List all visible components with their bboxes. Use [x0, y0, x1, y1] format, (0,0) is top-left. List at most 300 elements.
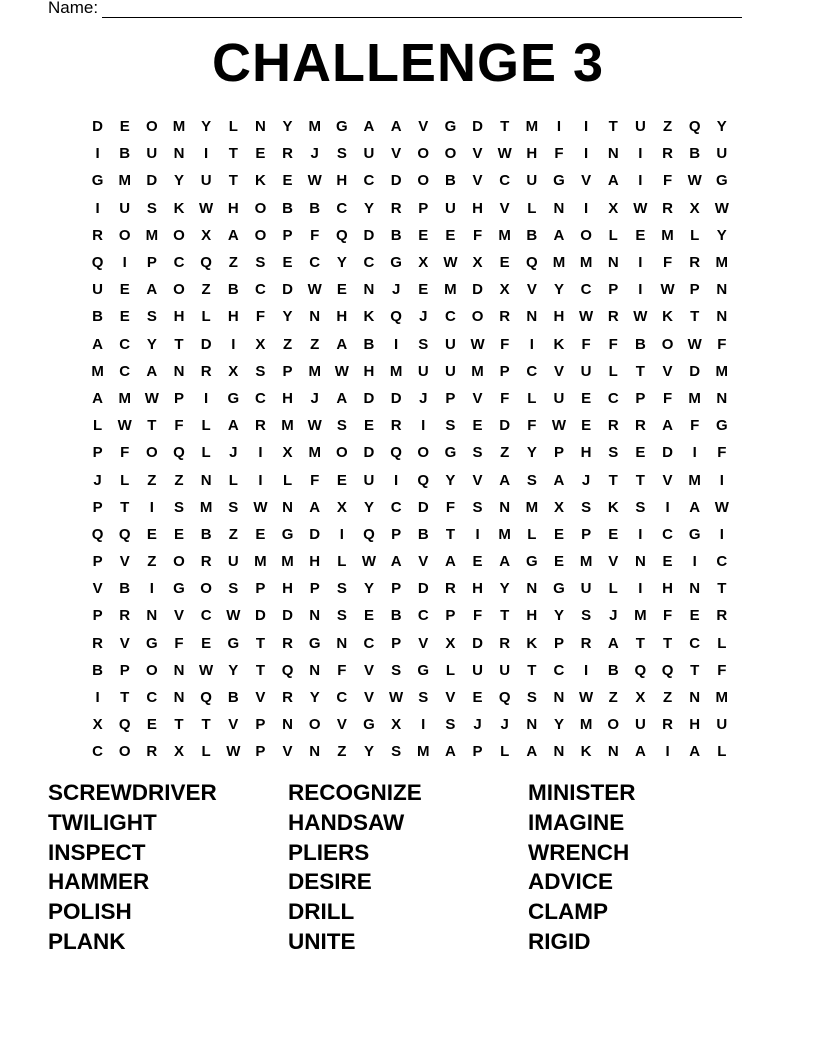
- grid-letter[interactable]: L: [228, 118, 238, 136]
- grid-letter[interactable]: C: [119, 362, 131, 380]
- grid-letter[interactable]: A: [499, 471, 511, 489]
- grid-letter[interactable]: W: [660, 281, 675, 299]
- grid-letter[interactable]: W: [117, 417, 132, 435]
- grid-letter[interactable]: V: [608, 553, 619, 571]
- grid-letter[interactable]: H: [662, 580, 673, 598]
- grid-letter[interactable]: V: [228, 716, 239, 734]
- grid-letter[interactable]: W: [714, 199, 729, 217]
- grid-letter[interactable]: I: [204, 389, 209, 407]
- grid-letter[interactable]: X: [282, 444, 293, 462]
- grid-letter[interactable]: M: [444, 281, 457, 299]
- grid-letter[interactable]: Q: [634, 661, 647, 679]
- grid-letter[interactable]: F: [337, 661, 347, 679]
- grid-letter[interactable]: E: [635, 444, 646, 462]
- grid-letter[interactable]: U: [553, 389, 565, 407]
- grid-letter[interactable]: R: [119, 607, 131, 625]
- grid-letter[interactable]: G: [390, 254, 402, 272]
- grid-letter[interactable]: I: [719, 471, 724, 489]
- grid-letter[interactable]: I: [584, 199, 589, 217]
- grid-letter[interactable]: N: [200, 471, 212, 489]
- grid-letter[interactable]: X: [228, 362, 239, 380]
- grid-letter[interactable]: B: [200, 525, 212, 543]
- grid-letter[interactable]: O: [173, 281, 185, 299]
- grid-letter[interactable]: O: [471, 308, 484, 326]
- grid-letter[interactable]: A: [390, 118, 402, 136]
- grid-letter[interactable]: P: [499, 362, 510, 380]
- grid-letter[interactable]: G: [417, 661, 430, 679]
- grid-letter[interactable]: F: [255, 308, 265, 326]
- grid-letter[interactable]: Q: [91, 525, 104, 543]
- grid-letter[interactable]: A: [227, 226, 239, 244]
- grid-letter[interactable]: F: [472, 226, 483, 244]
- grid-letter[interactable]: C: [254, 281, 266, 299]
- grid-letter[interactable]: N: [146, 607, 158, 625]
- grid-letter[interactable]: D: [254, 607, 266, 625]
- grid-letter[interactable]: X: [173, 743, 184, 761]
- grid-letter[interactable]: C: [363, 172, 375, 190]
- grid-letter[interactable]: E: [499, 254, 510, 272]
- grid-letter[interactable]: H: [227, 308, 239, 326]
- grid-letter[interactable]: Q: [200, 689, 212, 707]
- grid-letter[interactable]: M: [118, 389, 131, 407]
- grid-letter[interactable]: T: [228, 145, 238, 163]
- grid-letter[interactable]: R: [282, 689, 293, 707]
- grid-letter[interactable]: U: [580, 580, 592, 598]
- grid-letter[interactable]: I: [692, 444, 697, 462]
- grid-letter[interactable]: R: [254, 417, 266, 435]
- grid-letter[interactable]: M: [281, 417, 294, 435]
- grid-letter[interactable]: L: [201, 743, 211, 761]
- grid-letter[interactable]: D: [390, 172, 402, 190]
- grid-letter[interactable]: Z: [282, 335, 293, 353]
- grid-letter[interactable]: J: [310, 145, 319, 163]
- grid-letter[interactable]: U: [363, 471, 375, 489]
- grid-letter[interactable]: U: [146, 145, 158, 163]
- grid-letter[interactable]: T: [527, 661, 537, 679]
- grid-letter[interactable]: R: [499, 308, 511, 326]
- grid-letter[interactable]: O: [146, 661, 158, 679]
- grid-letter[interactable]: S: [608, 444, 619, 462]
- grid-letter[interactable]: N: [254, 118, 266, 136]
- grid-letter[interactable]: E: [201, 634, 212, 652]
- grid-letter[interactable]: I: [394, 335, 399, 353]
- grid-letter[interactable]: V: [662, 362, 673, 380]
- grid-letter[interactable]: W: [497, 145, 512, 163]
- grid-letter[interactable]: A: [336, 335, 348, 353]
- grid-letter[interactable]: T: [120, 689, 130, 707]
- grid-letter[interactable]: C: [254, 389, 266, 407]
- grid-letter[interactable]: W: [579, 308, 594, 326]
- grid-letter[interactable]: D: [309, 525, 321, 543]
- grid-letter[interactable]: O: [200, 580, 212, 598]
- grid-letter[interactable]: N: [689, 689, 701, 707]
- grid-letter[interactable]: I: [692, 553, 697, 571]
- grid-letter[interactable]: O: [173, 553, 185, 571]
- grid-letter[interactable]: B: [309, 199, 321, 217]
- grid-letter[interactable]: Y: [282, 118, 293, 136]
- grid-letter[interactable]: W: [579, 689, 594, 707]
- grid-letter[interactable]: N: [173, 362, 185, 380]
- grid-letter[interactable]: A: [553, 471, 565, 489]
- grid-letter[interactable]: V: [119, 553, 130, 571]
- grid-letter[interactable]: K: [526, 634, 538, 652]
- grid-letter[interactable]: L: [690, 226, 700, 244]
- grid-letter[interactable]: J: [609, 607, 618, 625]
- grid-letter[interactable]: I: [231, 335, 236, 353]
- grid-letter[interactable]: J: [473, 716, 482, 734]
- grid-letter[interactable]: R: [390, 199, 402, 217]
- grid-letter[interactable]: C: [92, 743, 103, 761]
- grid-letter[interactable]: R: [200, 553, 212, 571]
- grid-letter[interactable]: F: [690, 417, 700, 435]
- grid-letter[interactable]: M: [688, 389, 701, 407]
- grid-letter[interactable]: S: [581, 498, 592, 516]
- grid-letter[interactable]: L: [717, 634, 727, 652]
- grid-letter[interactable]: T: [662, 634, 673, 652]
- grid-letter[interactable]: B: [526, 226, 538, 244]
- grid-letter[interactable]: D: [472, 281, 483, 299]
- grid-letter[interactable]: X: [92, 716, 103, 734]
- grid-letter[interactable]: V: [336, 716, 347, 734]
- grid-letter[interactable]: F: [527, 417, 537, 435]
- grid-letter[interactable]: I: [665, 743, 670, 761]
- grid-letter[interactable]: D: [417, 498, 429, 516]
- grid-letter[interactable]: A: [336, 389, 348, 407]
- grid-letter[interactable]: L: [120, 471, 130, 489]
- grid-letter[interactable]: P: [472, 743, 483, 761]
- grid-letter[interactable]: H: [227, 199, 239, 217]
- grid-letter[interactable]: N: [526, 308, 538, 326]
- grid-letter[interactable]: M: [308, 444, 321, 462]
- grid-letter[interactable]: Z: [147, 471, 157, 489]
- grid-letter[interactable]: N: [553, 199, 565, 217]
- grid-letter[interactable]: F: [310, 226, 320, 244]
- grid-letter[interactable]: L: [717, 743, 727, 761]
- grid-letter[interactable]: C: [607, 389, 619, 407]
- grid-letter[interactable]: E: [635, 226, 646, 244]
- grid-letter[interactable]: W: [307, 417, 322, 435]
- grid-letter[interactable]: L: [445, 661, 455, 679]
- grid-letter[interactable]: J: [419, 389, 428, 407]
- grid-letter[interactable]: P: [445, 607, 456, 625]
- grid-letter[interactable]: H: [336, 308, 348, 326]
- grid-letter[interactable]: R: [390, 417, 402, 435]
- grid-letter[interactable]: S: [635, 498, 646, 516]
- grid-letter[interactable]: Y: [526, 444, 537, 462]
- grid-letter[interactable]: I: [149, 580, 154, 598]
- grid-letter[interactable]: Y: [553, 281, 564, 299]
- grid-letter[interactable]: Y: [363, 743, 374, 761]
- grid-letter[interactable]: S: [336, 145, 347, 163]
- grid-letter[interactable]: T: [635, 634, 645, 652]
- grid-letter[interactable]: S: [445, 716, 456, 734]
- grid-letter[interactable]: Q: [173, 444, 185, 462]
- grid-letter[interactable]: I: [719, 525, 724, 543]
- grid-letter[interactable]: G: [146, 634, 158, 652]
- grid-letter[interactable]: T: [147, 417, 157, 435]
- grid-letter[interactable]: M: [525, 498, 539, 516]
- grid-letter[interactable]: Y: [363, 199, 374, 217]
- grid-letter[interactable]: C: [200, 607, 212, 625]
- grid-letter[interactable]: Z: [662, 118, 673, 136]
- grid-letter[interactable]: A: [146, 281, 158, 299]
- grid-letter[interactable]: C: [526, 362, 538, 380]
- grid-letter[interactable]: V: [363, 689, 374, 707]
- grid-letter[interactable]: S: [418, 689, 429, 707]
- grid-letter[interactable]: T: [500, 118, 510, 136]
- grid-letter[interactable]: S: [336, 607, 347, 625]
- grid-letter[interactable]: I: [421, 716, 426, 734]
- grid-letter[interactable]: N: [553, 743, 565, 761]
- grid-letter[interactable]: J: [500, 716, 509, 734]
- grid-letter[interactable]: X: [689, 199, 700, 217]
- grid-letter[interactable]: E: [336, 281, 347, 299]
- grid-letter[interactable]: V: [445, 689, 456, 707]
- grid-letter[interactable]: W: [144, 389, 159, 407]
- grid-letter[interactable]: Y: [499, 580, 510, 598]
- grid-letter[interactable]: P: [553, 444, 564, 462]
- grid-letter[interactable]: E: [472, 553, 483, 571]
- grid-letter[interactable]: R: [689, 254, 701, 272]
- grid-letter[interactable]: V: [391, 145, 402, 163]
- grid-letter[interactable]: P: [282, 362, 293, 380]
- grid-letter[interactable]: W: [361, 553, 377, 571]
- grid-letter[interactable]: B: [119, 145, 131, 163]
- grid-letter[interactable]: I: [584, 661, 589, 679]
- grid-letter[interactable]: C: [689, 634, 701, 652]
- grid-letter[interactable]: V: [92, 580, 103, 598]
- grid-letter[interactable]: M: [172, 118, 186, 136]
- grid-letter[interactable]: K: [173, 199, 185, 217]
- grid-letter[interactable]: U: [444, 199, 456, 217]
- grid-letter[interactable]: D: [146, 172, 158, 190]
- grid-letter[interactable]: X: [635, 689, 646, 707]
- grid-letter[interactable]: J: [229, 444, 238, 462]
- grid-letter[interactable]: M: [91, 362, 104, 380]
- grid-letter[interactable]: B: [444, 172, 456, 190]
- grid-letter[interactable]: H: [553, 308, 565, 326]
- grid-letter[interactable]: N: [607, 145, 619, 163]
- grid-letter[interactable]: O: [661, 335, 674, 353]
- grid-letter[interactable]: U: [716, 716, 728, 734]
- grid-letter[interactable]: V: [499, 199, 510, 217]
- grid-letter[interactable]: N: [363, 281, 375, 299]
- grid-letter[interactable]: E: [119, 308, 130, 326]
- grid-letter[interactable]: W: [334, 362, 349, 380]
- grid-letter[interactable]: Y: [146, 335, 157, 353]
- grid-letter[interactable]: W: [226, 607, 241, 625]
- grid-letter[interactable]: R: [580, 634, 592, 652]
- grid-letter[interactable]: G: [227, 389, 240, 407]
- grid-letter[interactable]: R: [499, 634, 511, 652]
- grid-letter[interactable]: A: [499, 553, 511, 571]
- grid-letter[interactable]: Q: [91, 254, 104, 272]
- grid-letter[interactable]: D: [200, 335, 212, 353]
- grid-letter[interactable]: Y: [228, 661, 239, 679]
- grid-letter[interactable]: P: [173, 389, 184, 407]
- grid-letter[interactable]: M: [498, 525, 511, 543]
- grid-letter[interactable]: I: [149, 498, 154, 516]
- grid-letter[interactable]: E: [581, 417, 592, 435]
- grid-letter[interactable]: W: [199, 661, 214, 679]
- grid-letter[interactable]: M: [199, 498, 213, 516]
- grid-letter[interactable]: I: [638, 281, 643, 299]
- grid-letter[interactable]: K: [607, 498, 619, 516]
- grid-letter[interactable]: O: [417, 172, 430, 190]
- grid-letter[interactable]: N: [716, 281, 728, 299]
- grid-letter[interactable]: W: [687, 172, 702, 190]
- grid-letter[interactable]: C: [662, 525, 673, 543]
- grid-letter[interactable]: X: [418, 254, 429, 272]
- grid-letter[interactable]: X: [255, 335, 266, 353]
- grid-letter[interactable]: I: [204, 145, 209, 163]
- grid-letter[interactable]: A: [444, 553, 456, 571]
- grid-letter[interactable]: M: [308, 118, 321, 136]
- grid-letter[interactable]: A: [634, 743, 646, 761]
- grid-letter[interactable]: T: [201, 716, 211, 734]
- grid-letter[interactable]: H: [173, 308, 185, 326]
- grid-letter[interactable]: W: [714, 498, 729, 516]
- grid-letter[interactable]: V: [255, 689, 266, 707]
- grid-letter[interactable]: B: [390, 607, 402, 625]
- grid-letter[interactable]: E: [608, 525, 619, 543]
- grid-letter[interactable]: O: [254, 226, 267, 244]
- grid-letter[interactable]: E: [662, 553, 673, 571]
- grid-letter[interactable]: I: [638, 580, 643, 598]
- grid-letter[interactable]: A: [553, 226, 565, 244]
- grid-letter[interactable]: U: [580, 362, 592, 380]
- grid-letter[interactable]: X: [553, 498, 564, 516]
- grid-letter[interactable]: D: [689, 362, 701, 380]
- grid-letter[interactable]: L: [608, 580, 618, 598]
- grid-letter[interactable]: P: [418, 199, 429, 217]
- grid-letter[interactable]: O: [336, 444, 348, 462]
- grid-letter[interactable]: N: [173, 145, 185, 163]
- grid-letter[interactable]: A: [689, 743, 701, 761]
- grid-letter[interactable]: R: [634, 417, 646, 435]
- grid-letter[interactable]: J: [391, 281, 401, 299]
- grid-letter[interactable]: N: [716, 308, 728, 326]
- grid-letter[interactable]: B: [227, 689, 239, 707]
- grid-letter[interactable]: U: [119, 199, 131, 217]
- grid-letter[interactable]: T: [174, 716, 184, 734]
- grid-letter[interactable]: J: [419, 308, 428, 326]
- grid-letter[interactable]: F: [581, 335, 591, 353]
- grid-letter[interactable]: M: [389, 362, 403, 380]
- grid-letter[interactable]: L: [282, 471, 293, 489]
- grid-letter[interactable]: O: [146, 444, 158, 462]
- grid-letter[interactable]: I: [665, 498, 670, 516]
- grid-letter[interactable]: U: [444, 362, 456, 380]
- grid-letter[interactable]: U: [526, 172, 538, 190]
- grid-letter[interactable]: E: [282, 254, 293, 272]
- grid-letter[interactable]: E: [472, 689, 483, 707]
- grid-letter[interactable]: A: [309, 498, 321, 516]
- grid-letter[interactable]: V: [472, 389, 483, 407]
- grid-letter[interactable]: M: [145, 226, 159, 244]
- grid-letter[interactable]: V: [282, 743, 293, 761]
- grid-letter[interactable]: O: [146, 118, 158, 136]
- grid-letter[interactable]: K: [553, 335, 565, 353]
- grid-letter[interactable]: R: [716, 607, 728, 625]
- grid-letter[interactable]: C: [146, 689, 158, 707]
- grid-letter[interactable]: Y: [716, 226, 727, 244]
- grid-letter[interactable]: N: [309, 607, 321, 625]
- grid-letter[interactable]: T: [608, 471, 618, 489]
- grid-letter[interactable]: Q: [688, 118, 701, 136]
- grid-letter[interactable]: R: [662, 145, 673, 163]
- grid-letter[interactable]: I: [95, 145, 100, 163]
- grid-letter[interactable]: E: [581, 389, 592, 407]
- grid-letter[interactable]: D: [417, 580, 429, 598]
- grid-letter[interactable]: X: [391, 716, 402, 734]
- grid-letter[interactable]: M: [715, 362, 729, 380]
- grid-letter[interactable]: E: [282, 172, 293, 190]
- grid-letter[interactable]: P: [255, 743, 266, 761]
- grid-letter[interactable]: D: [282, 607, 293, 625]
- grid-letter[interactable]: C: [580, 281, 592, 299]
- grid-letter[interactable]: F: [310, 471, 320, 489]
- grid-letter[interactable]: D: [499, 417, 511, 435]
- grid-letter[interactable]: S: [391, 661, 402, 679]
- grid-letter[interactable]: F: [174, 634, 184, 652]
- grid-letter[interactable]: A: [607, 172, 619, 190]
- grid-letter[interactable]: D: [390, 389, 402, 407]
- grid-letter[interactable]: J: [310, 389, 319, 407]
- grid-letter[interactable]: G: [715, 417, 728, 435]
- grid-letter[interactable]: P: [92, 444, 103, 462]
- grid-letter[interactable]: V: [553, 362, 564, 380]
- grid-letter[interactable]: W: [633, 199, 648, 217]
- grid-letter[interactable]: N: [173, 689, 185, 707]
- grid-letter[interactable]: W: [551, 417, 567, 435]
- grid-letter[interactable]: P: [581, 525, 592, 543]
- grid-letter[interactable]: T: [445, 525, 455, 543]
- grid-letter[interactable]: Z: [500, 444, 510, 462]
- grid-letter[interactable]: I: [258, 444, 263, 462]
- grid-letter[interactable]: Q: [525, 254, 538, 272]
- grid-letter[interactable]: I: [556, 118, 562, 136]
- grid-letter[interactable]: T: [635, 471, 645, 489]
- grid-letter[interactable]: L: [527, 389, 537, 407]
- grid-letter[interactable]: N: [716, 389, 728, 407]
- grid-letter[interactable]: D: [92, 118, 103, 136]
- grid-letter[interactable]: C: [336, 199, 348, 217]
- grid-letter[interactable]: I: [95, 199, 100, 217]
- grid-letter[interactable]: R: [92, 634, 103, 652]
- grid-letter[interactable]: T: [690, 661, 700, 679]
- grid-letter[interactable]: N: [634, 553, 646, 571]
- grid-letter[interactable]: T: [120, 498, 130, 516]
- grid-letter[interactable]: N: [553, 689, 565, 707]
- grid-letter[interactable]: V: [472, 145, 483, 163]
- grid-letter[interactable]: T: [255, 661, 265, 679]
- grid-letter[interactable]: M: [579, 716, 593, 734]
- grid-letter[interactable]: M: [634, 607, 647, 625]
- grid-letter[interactable]: M: [715, 254, 729, 272]
- grid-letter[interactable]: P: [309, 580, 320, 598]
- grid-letter[interactable]: O: [580, 226, 592, 244]
- grid-letter[interactable]: G: [444, 444, 457, 462]
- grid-letter[interactable]: T: [608, 118, 618, 136]
- grid-letter[interactable]: G: [553, 580, 565, 598]
- grid-letter[interactable]: Q: [363, 525, 375, 543]
- grid-letter[interactable]: O: [417, 145, 430, 163]
- grid-letter[interactable]: Z: [174, 471, 184, 489]
- grid-letter[interactable]: N: [309, 308, 321, 326]
- grid-letter[interactable]: B: [363, 335, 375, 353]
- grid-letter[interactable]: M: [552, 254, 566, 272]
